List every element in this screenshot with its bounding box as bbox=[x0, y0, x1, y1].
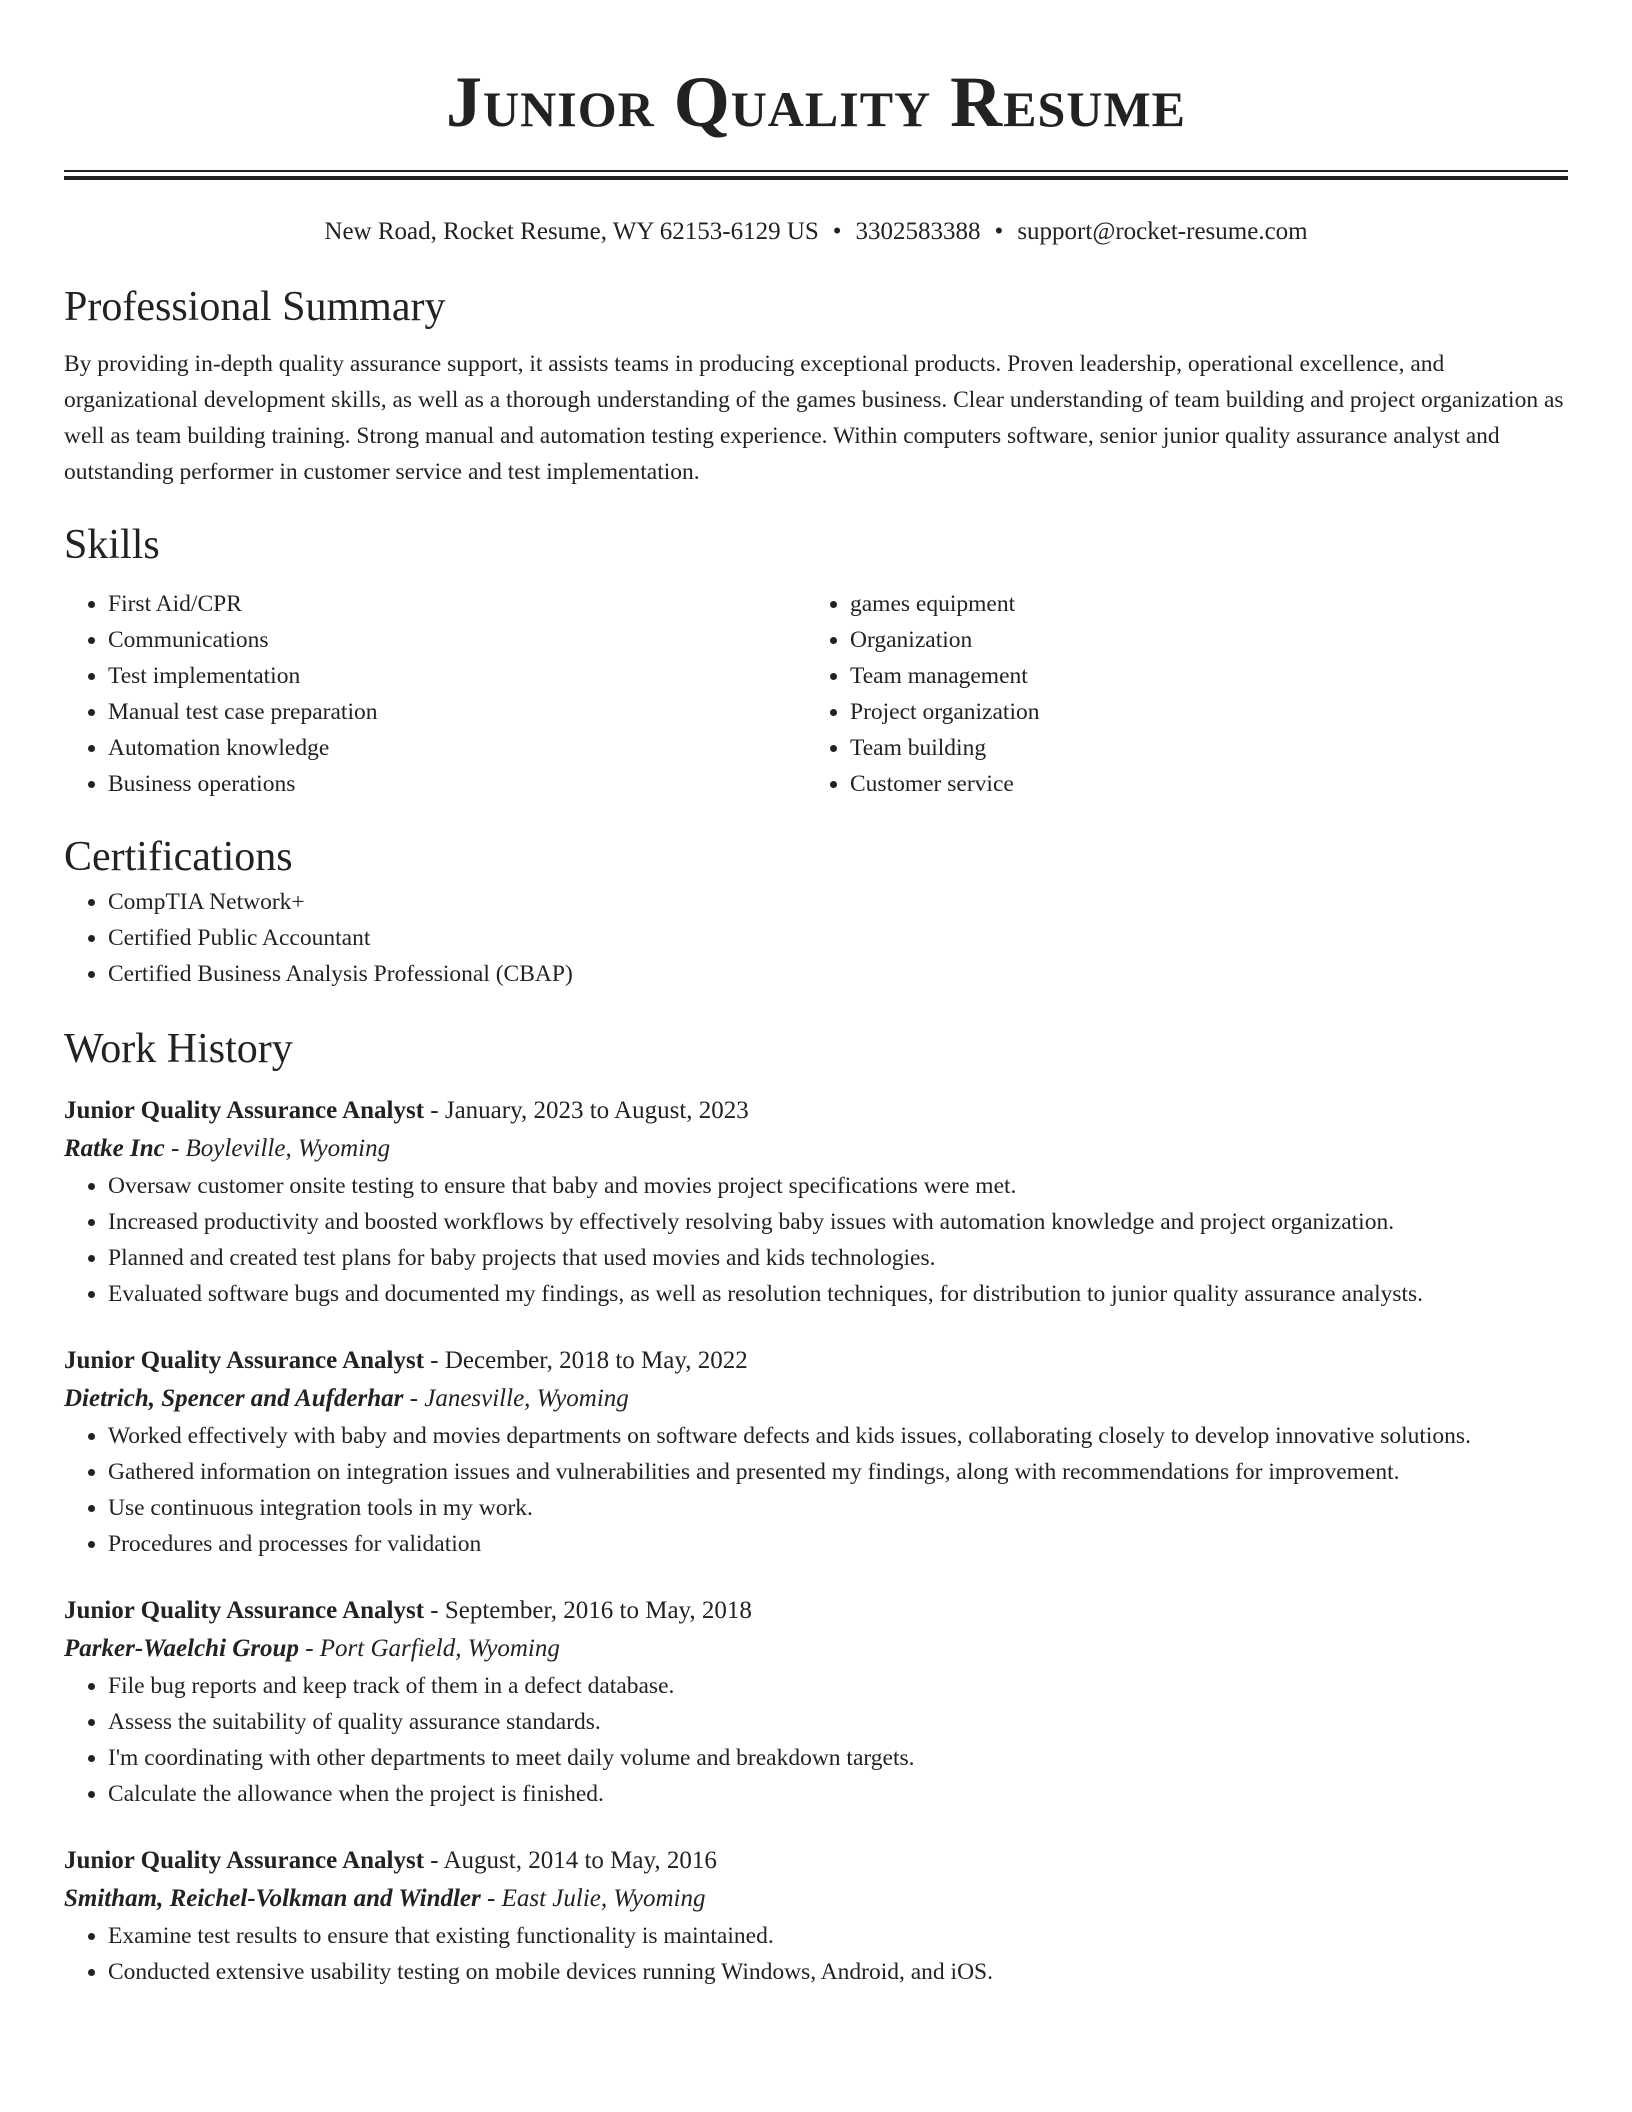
job-bullet: • Calculate the allowance when the project is finished. bbox=[108, 1776, 1568, 1812]
job-dash: - bbox=[164, 1135, 186, 1162]
skills-column-right bbox=[806, 586, 1548, 802]
job-bullet: • File bug reports and keep track of them in a defect database. bbox=[108, 1668, 1568, 1704]
certifications-heading: Certifications bbox=[64, 834, 293, 880]
summary-heading: Professional Summary bbox=[64, 284, 446, 330]
title-divider bbox=[64, 170, 1568, 180]
summary-text: By providing in-depth quality assurance support, it assists teams in producing exceptional products. Proven leadership, operational excellence, and organizational development skills, as well as a thorough understanding of the games business. Clear understanding of team building and project organization as well as team building training. Strong manual and automation testing experience. Within computers software, senior junior quality assurance analyst and outstanding performer in customer service and test implementation. bbox=[64, 351, 1564, 485]
skills-list-right bbox=[806, 586, 1548, 802]
skills-column-left bbox=[64, 586, 806, 802]
job-location: Port Garfield, Wyoming bbox=[319, 1635, 560, 1662]
job-company: Smitham, Reichel-Volkman and Windler bbox=[64, 1885, 481, 1912]
resume-title: Junior Quality Resume bbox=[446, 62, 1186, 142]
job-bullet: • Assess the suitability of quality assurance standards. bbox=[108, 1704, 1568, 1740]
skill-item: • Customer service bbox=[850, 766, 1548, 802]
skill-item: • Communications bbox=[108, 622, 806, 658]
job-entry bbox=[64, 1592, 1568, 1812]
job-title-line bbox=[64, 1342, 1568, 1380]
job-location: Janesville, Wyoming bbox=[424, 1385, 629, 1412]
certification-item: • Certified Business Analysis Professional (CBAP) bbox=[108, 956, 1568, 992]
job-bullet: • I'm coordinating with other departments to meet daily volume and breakdown targets. bbox=[108, 1740, 1568, 1776]
contact-separator: • bbox=[994, 218, 1004, 245]
contact-email: support@rocket-resume.com bbox=[1017, 218, 1308, 245]
skill-item: • Test implementation bbox=[108, 658, 806, 694]
work-history-heading: Work History bbox=[64, 1026, 293, 1072]
job-dash: - bbox=[424, 1847, 444, 1874]
job-title: Junior Quality Assurance Analyst bbox=[64, 1097, 425, 1124]
certifications-list bbox=[64, 884, 1568, 992]
job-bullet: • Increased productivity and boosted workflows by effectively resolving baby issues with automation knowledge and project organization. bbox=[108, 1204, 1568, 1240]
skills-heading: Skills bbox=[64, 522, 160, 568]
job-company: Dietrich, Spencer and Aufderhar bbox=[64, 1385, 404, 1412]
job-bullet: • Gathered information on integration issues and vulnerabilities and presented my findings, along with recommendations for improvement. bbox=[108, 1454, 1568, 1490]
job-dates: January, 2023 to August, 2023 bbox=[444, 1097, 749, 1124]
contact-phone: 3302583388 bbox=[855, 218, 981, 245]
job-bullets bbox=[64, 1418, 1568, 1562]
job-bullets bbox=[64, 1668, 1568, 1812]
skill-item: • Project organization bbox=[850, 694, 1548, 730]
job-bullets bbox=[64, 1918, 1568, 1990]
contact-address: New Road, Rocket Resume, WY 62153-6129 US bbox=[324, 218, 819, 245]
job-location: East Julie, Wyoming bbox=[501, 1885, 706, 1912]
job-title: Junior Quality Assurance Analyst bbox=[64, 1347, 425, 1374]
job-bullet: • Examine test results to ensure that existing functionality is maintained. bbox=[108, 1918, 1568, 1954]
job-title-line bbox=[64, 1092, 1568, 1130]
skill-item: • Team management bbox=[850, 658, 1548, 694]
job-title-line bbox=[64, 1592, 1568, 1630]
job-title: Junior Quality Assurance Analyst bbox=[64, 1597, 425, 1624]
skill-item: • First Aid/CPR bbox=[108, 586, 806, 622]
job-bullet: • Planned and created test plans for baby projects that used movies and kids technologies. bbox=[108, 1240, 1568, 1276]
job-bullets bbox=[64, 1168, 1568, 1312]
job-bullet: • Conducted extensive usability testing on mobile devices running Windows, Android, and iOS. bbox=[108, 1954, 1568, 1990]
job-company-line bbox=[64, 1380, 1568, 1418]
job-bullet: • Use continuous integration tools in my work. bbox=[108, 1490, 1568, 1526]
job-company-line bbox=[64, 1630, 1568, 1668]
job-title: Junior Quality Assurance Analyst bbox=[64, 1847, 425, 1874]
job-dash: - bbox=[424, 1347, 445, 1374]
job-dates: December, 2018 to May, 2022 bbox=[444, 1347, 748, 1374]
skill-item: • Team building bbox=[850, 730, 1548, 766]
job-dash: - bbox=[424, 1597, 445, 1624]
job-company-line bbox=[64, 1880, 1568, 1918]
contact-separator: • bbox=[832, 218, 842, 245]
job-entry bbox=[64, 1092, 1568, 1312]
job-company-line bbox=[64, 1130, 1568, 1168]
skills-grid bbox=[64, 586, 1568, 802]
job-dates: August, 2014 to May, 2016 bbox=[443, 1847, 717, 1874]
skill-item: • Organization bbox=[850, 622, 1548, 658]
job-entry bbox=[64, 1842, 1568, 1990]
job-bullet: • Procedures and processes for validation bbox=[108, 1526, 1568, 1562]
job-title-line bbox=[64, 1842, 1568, 1880]
job-dates: September, 2016 to May, 2018 bbox=[444, 1597, 752, 1624]
job-dash: - bbox=[298, 1635, 320, 1662]
job-dash: - bbox=[480, 1885, 502, 1912]
skill-item: • Business operations bbox=[108, 766, 806, 802]
certification-item: • Certified Public Accountant bbox=[108, 920, 1568, 956]
certification-item: • CompTIA Network+ bbox=[108, 884, 1568, 920]
skill-item: • games equipment bbox=[850, 586, 1548, 622]
job-entry bbox=[64, 1342, 1568, 1562]
job-bullet: • Evaluated software bugs and documented my findings, as well as resolution techniques, for distribution to junior quality assurance analysts. bbox=[108, 1276, 1568, 1312]
skill-item: • Automation knowledge bbox=[108, 730, 806, 766]
job-location: Boyleville, Wyoming bbox=[185, 1135, 391, 1162]
job-company: Parker-Waelchi Group bbox=[64, 1635, 299, 1662]
job-dash: - bbox=[403, 1385, 425, 1412]
skills-list-left bbox=[64, 586, 806, 802]
job-dash: - bbox=[424, 1097, 445, 1124]
contact-line bbox=[64, 214, 1568, 250]
skill-item: • Manual test case preparation bbox=[108, 694, 806, 730]
job-bullet: • Worked effectively with baby and movies departments on software defects and kids issues, collaborating closely to develop innovative solutions. bbox=[108, 1418, 1568, 1454]
job-bullet: • Oversaw customer onsite testing to ensure that baby and movies project specifications were met. bbox=[108, 1168, 1568, 1204]
job-company: Ratke Inc bbox=[64, 1135, 165, 1162]
